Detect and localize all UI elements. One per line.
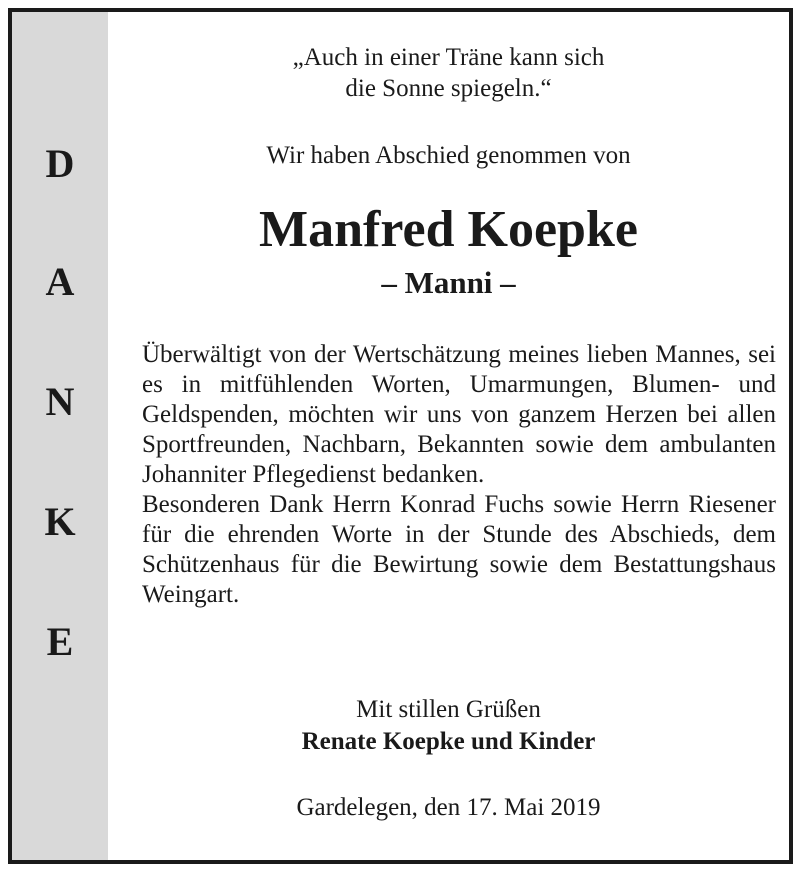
- danke-sidebar: [12, 12, 108, 860]
- notice-frame: [8, 8, 793, 864]
- thanks-paragraph: Überwältigt von der Wertschätzung meines lieben Mannes, sei es in mitfühlenden Worten, Umarmungen, Blumen- und Geldspenden, möchten wir uns von ganzem Herzen bei allen Sportfreunden, Nachbarn, Bekannten sowie dem ambulanten Johanniter Pflegedienst bedanken.: [142, 341, 776, 488]
- sidebar-letter: N: [45, 379, 75, 424]
- deceased-nickname: – Manni –: [381, 265, 516, 300]
- closing-greeting: Mit stillen Grüßen: [356, 696, 541, 723]
- sidebar-letter: D: [45, 141, 75, 186]
- notice-content: [108, 12, 789, 860]
- motto-line: die Sonne spiegeln.“: [345, 75, 552, 102]
- sidebar-letter: E: [46, 619, 74, 664]
- intro-text: Wir haben Abschied genommen von: [266, 142, 631, 169]
- thanks-paragraph: Besonderen Dank Herrn Konrad Fuchs sowie Herrn Riesener für die ehrenden Worte in der Stunde des Abschieds, dem Schützenhaus für die Bewirtung sowie dem Bestattungshaus Weingart.: [142, 491, 776, 608]
- closing-signers: Renate Koepke und Kinder: [301, 728, 596, 755]
- closing-block: [108, 694, 789, 758]
- place-date: Gardelegen, den 17. Mai 2019: [296, 794, 601, 821]
- motto-line: „Auch in einer Träne kann sich: [292, 44, 605, 71]
- motto-quote: [108, 42, 789, 104]
- thanks-text: [142, 340, 776, 610]
- sidebar-letter: A: [45, 259, 75, 304]
- deceased-name: Manfred Koepke: [259, 201, 638, 258]
- sidebar-letter: K: [44, 499, 76, 544]
